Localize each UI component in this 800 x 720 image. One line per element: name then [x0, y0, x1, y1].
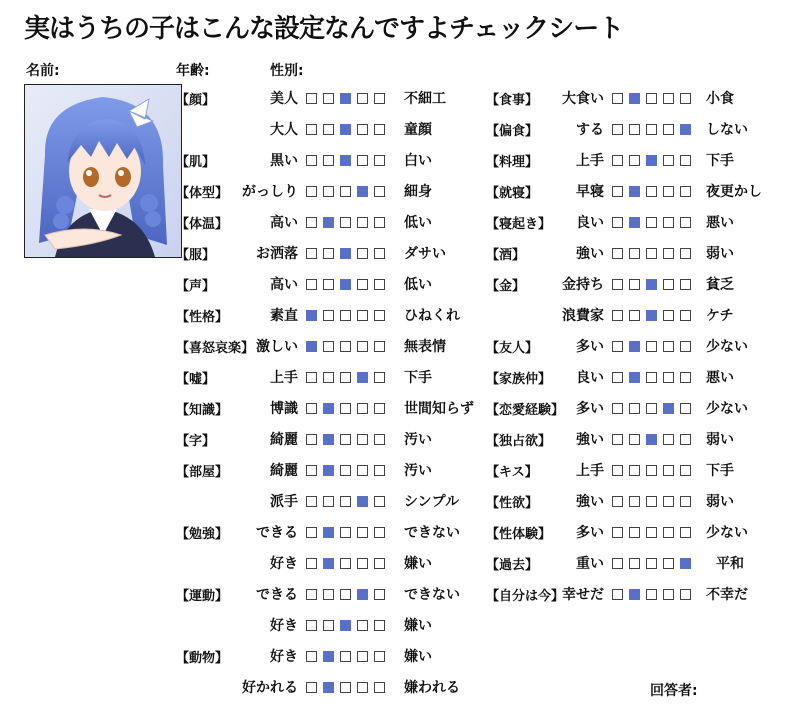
rating-checkbox-2[interactable]	[323, 651, 334, 662]
rating-checkbox-4[interactable]	[357, 279, 368, 290]
scale-right-label: 汚い	[404, 432, 432, 448]
rating-checkbox-5[interactable]	[680, 434, 691, 445]
rating-checkbox-1[interactable]	[306, 403, 317, 414]
scale-right-label: 不幸だ	[706, 587, 748, 603]
rating-checkbox-1[interactable]	[612, 93, 623, 104]
scale-right-label: シンプル	[404, 494, 460, 510]
rating-checkbox-1[interactable]	[612, 155, 623, 166]
category-label: 【就寝】	[486, 186, 539, 201]
scale-right-label: 夜更かし	[706, 184, 762, 200]
rating-checkbox-2[interactable]	[323, 527, 334, 538]
scale-left-label: 博識	[270, 401, 298, 417]
rating-checkbox-3[interactable]	[340, 155, 351, 166]
rating-checkbox-1[interactable]	[612, 527, 623, 538]
rating-checkbox-3[interactable]	[646, 403, 657, 414]
rating-checkbox-4[interactable]	[357, 527, 368, 538]
age-label: 年齢:	[176, 63, 210, 79]
rating-checkbox-3[interactable]	[340, 465, 351, 476]
scale-right-label: 不細工	[404, 91, 446, 107]
scale-left-label: 上手	[576, 463, 604, 479]
rating-checkbox-2[interactable]	[323, 434, 334, 445]
scale-left-label: 多い	[576, 401, 604, 417]
rating-checkbox-3[interactable]	[646, 372, 657, 383]
scale-left-label: 好き	[270, 618, 298, 634]
rating-checkbox-4[interactable]	[357, 651, 368, 662]
rating-checkbox-5[interactable]	[680, 310, 691, 321]
scale-right-label: 低い	[404, 277, 432, 293]
rating-checkbox-3[interactable]	[646, 465, 657, 476]
rating-checkbox-3[interactable]	[340, 310, 351, 321]
category-label: 【体温】	[176, 217, 229, 232]
rating-checkbox-2[interactable]	[323, 620, 334, 631]
category-label: 【自分は今】	[486, 589, 565, 604]
rating-checkbox-1[interactable]	[612, 403, 623, 414]
rating-checkbox-1[interactable]	[306, 589, 317, 600]
rating-checkbox-1[interactable]	[306, 527, 317, 538]
category-label: 【家族仲】	[486, 372, 552, 387]
rating-checkbox-3[interactable]	[340, 403, 351, 414]
scale-right-label: 下手	[404, 370, 432, 386]
category-label: 【顔】	[176, 93, 216, 108]
category-label: 【独占欲】	[486, 434, 552, 449]
scale-right-label: 嫌われる	[404, 680, 460, 696]
rating-checkbox-5[interactable]	[374, 620, 385, 631]
rating-checkbox-4[interactable]	[663, 496, 674, 507]
scale-left-label: 高い	[270, 215, 298, 231]
scale-left-label: 浪費家	[562, 308, 604, 324]
category-label: 【食事】	[486, 93, 539, 108]
rating-checkbox-1[interactable]	[306, 93, 317, 104]
rating-checkbox-1[interactable]	[612, 496, 623, 507]
rating-checkbox-5[interactable]	[374, 434, 385, 445]
rating-checkbox-5[interactable]	[374, 279, 385, 290]
rating-checkbox-5[interactable]	[680, 403, 691, 414]
name-label: 名前:	[26, 63, 60, 79]
rating-checkbox-5[interactable]	[374, 589, 385, 600]
rating-checkbox-1[interactable]	[306, 682, 317, 693]
rating-checkbox-5[interactable]	[374, 651, 385, 662]
scale-left-label: がっしり	[242, 184, 298, 200]
rating-checkbox-5[interactable]	[680, 465, 691, 476]
scale-right-label: 弱い	[706, 432, 734, 448]
scale-right-label: 少ない	[706, 401, 748, 417]
rating-checkbox-5[interactable]	[680, 186, 691, 197]
rating-checkbox-2[interactable]	[629, 434, 640, 445]
rating-checkbox-3[interactable]	[340, 620, 351, 631]
rating-checkbox-4[interactable]	[663, 465, 674, 476]
rating-checkbox-2[interactable]	[323, 496, 334, 507]
rating-checkbox-2[interactable]	[323, 682, 334, 693]
rating-checkbox-4[interactable]	[663, 124, 674, 135]
rating-checkbox-4[interactable]	[357, 465, 368, 476]
rating-checkbox-4[interactable]	[357, 217, 368, 228]
category-label: 【性欲】	[486, 496, 539, 511]
category-label: 【体型】	[176, 186, 229, 201]
scale-left-label: する	[576, 122, 604, 138]
rating-checkbox-4[interactable]	[357, 248, 368, 259]
scale-right-label: 平和	[716, 556, 744, 572]
rating-checkbox-2[interactable]	[323, 341, 334, 352]
scale-right-label: できない	[404, 525, 460, 541]
scale-right-label: 嫌い	[404, 618, 432, 634]
rating-checkbox-1[interactable]	[306, 310, 317, 321]
category-label: 【運動】	[176, 589, 229, 604]
rating-checkbox-2[interactable]	[629, 589, 640, 600]
rating-checkbox-2[interactable]	[629, 527, 640, 538]
category-label: 【友人】	[486, 341, 539, 356]
rating-checkbox-1[interactable]	[612, 124, 623, 135]
rating-checkbox-1[interactable]	[306, 248, 317, 259]
rating-checkbox-5[interactable]	[374, 310, 385, 321]
rating-checkbox-3[interactable]	[646, 434, 657, 445]
rating-checkbox-4[interactable]	[663, 434, 674, 445]
rating-checkbox-4[interactable]	[663, 186, 674, 197]
rating-checkbox-4[interactable]	[663, 248, 674, 259]
rating-checkbox-3[interactable]	[340, 496, 351, 507]
rating-checkbox-3[interactable]	[646, 248, 657, 259]
character-portrait	[24, 84, 182, 258]
scale-left-label: 金持ち	[562, 277, 604, 293]
scale-left-label: 強い	[576, 494, 604, 510]
rating-checkbox-3[interactable]	[646, 589, 657, 600]
rating-checkbox-5[interactable]	[680, 341, 691, 352]
rating-checkbox-3[interactable]	[646, 217, 657, 228]
scale-left-label: 黒い	[270, 153, 298, 169]
category-label: 【金】	[486, 279, 526, 294]
category-label: 【嘘】	[176, 372, 216, 387]
rating-checkbox-5[interactable]	[374, 558, 385, 569]
rating-checkbox-4[interactable]	[663, 279, 674, 290]
rating-checkbox-4[interactable]	[663, 93, 674, 104]
rating-checkbox-4[interactable]	[357, 496, 368, 507]
rating-checkbox-2[interactable]	[323, 155, 334, 166]
rating-checkbox-2[interactable]	[323, 403, 334, 414]
scale-left-label: 上手	[270, 370, 298, 386]
rating-checkbox-3[interactable]	[340, 248, 351, 259]
rating-checkbox-5[interactable]	[374, 496, 385, 507]
rating-checkbox-1[interactable]	[306, 620, 317, 631]
rating-checkbox-2[interactable]	[629, 465, 640, 476]
rating-checkbox-5[interactable]	[680, 279, 691, 290]
scale-left-label: 多い	[576, 339, 604, 355]
scale-right-label: 悪い	[706, 215, 734, 231]
rating-checkbox-5[interactable]	[374, 341, 385, 352]
rating-checkbox-2[interactable]	[629, 186, 640, 197]
scale-right-label: 無表情	[404, 339, 446, 355]
rating-checkbox-2[interactable]	[323, 217, 334, 228]
portrait-illustration	[25, 85, 181, 257]
rating-checkbox-2[interactable]	[323, 279, 334, 290]
rating-checkbox-1[interactable]	[306, 434, 317, 445]
rating-checkbox-5[interactable]	[374, 465, 385, 476]
rating-checkbox-2[interactable]	[629, 124, 640, 135]
scale-left-label: 美人	[270, 91, 298, 107]
rating-checkbox-3[interactable]	[340, 682, 351, 693]
rating-checkbox-1[interactable]	[612, 310, 623, 321]
scale-right-label: 世間知らず	[404, 401, 474, 417]
category-label: 【性体験】	[486, 527, 552, 542]
rating-checkbox-5[interactable]	[374, 155, 385, 166]
scale-right-label: 低い	[404, 215, 432, 231]
rating-checkbox-2[interactable]	[629, 372, 640, 383]
scale-right-label: 細身	[404, 184, 432, 200]
rating-checkbox-3[interactable]	[646, 310, 657, 321]
rating-checkbox-1[interactable]	[306, 341, 317, 352]
scale-right-label: 嫌い	[404, 649, 432, 665]
category-label: 【動物】	[176, 651, 229, 666]
rating-checkbox-5[interactable]	[680, 124, 691, 135]
category-label: 【恋愛経験】	[486, 403, 565, 418]
category-label: 【喜怒哀楽】	[176, 341, 255, 356]
scale-left-label: 良い	[576, 215, 604, 231]
rating-checkbox-2[interactable]	[629, 496, 640, 507]
scale-left-label: 派手	[270, 494, 298, 510]
rating-checkbox-2[interactable]	[629, 217, 640, 228]
rating-checkbox-3[interactable]	[646, 124, 657, 135]
rating-checkbox-1[interactable]	[612, 186, 623, 197]
scale-left-label: 好き	[270, 649, 298, 665]
rating-checkbox-5[interactable]	[374, 372, 385, 383]
rating-checkbox-1[interactable]	[306, 465, 317, 476]
scale-right-label: 童顔	[404, 122, 432, 138]
category-label: 【知識】	[176, 403, 229, 418]
rating-checkbox-5[interactable]	[374, 403, 385, 414]
rating-checkbox-3[interactable]	[340, 217, 351, 228]
scale-left-label: 大人	[270, 122, 298, 138]
rating-checkbox-3[interactable]	[340, 341, 351, 352]
scale-left-label: 重い	[576, 556, 604, 572]
category-label: 【服】	[176, 248, 216, 263]
rating-checkbox-5[interactable]	[680, 372, 691, 383]
rating-checkbox-2[interactable]	[629, 310, 640, 321]
rating-checkbox-3[interactable]	[646, 527, 657, 538]
scale-right-label: できない	[404, 587, 460, 603]
category-label: 【部屋】	[176, 465, 229, 480]
scale-right-label: 嫌い	[404, 556, 432, 572]
rating-checkbox-3[interactable]	[340, 372, 351, 383]
scale-left-label: 早寝	[576, 184, 604, 200]
scale-left-label: 大食い	[562, 91, 604, 107]
scale-left-label: 好かれる	[242, 680, 298, 696]
rating-checkbox-5[interactable]	[374, 93, 385, 104]
rating-checkbox-4[interactable]	[663, 155, 674, 166]
rating-checkbox-2[interactable]	[629, 93, 640, 104]
rating-checkbox-1[interactable]	[612, 341, 623, 352]
rating-checkbox-4[interactable]	[357, 310, 368, 321]
rating-checkbox-1[interactable]	[612, 248, 623, 259]
rating-checkbox-5[interactable]	[374, 248, 385, 259]
rating-checkbox-3[interactable]	[646, 558, 657, 569]
answerer-label: 回答者:	[650, 683, 698, 699]
scale-left-label: 綺麗	[270, 463, 298, 479]
rating-checkbox-4[interactable]	[357, 155, 368, 166]
rating-checkbox-1[interactable]	[612, 465, 623, 476]
scale-left-label: 素直	[270, 308, 298, 324]
scale-left-label: 激しい	[256, 339, 298, 355]
gender-label: 性別:	[270, 63, 304, 79]
scale-right-label: ダサい	[404, 246, 446, 262]
scale-left-label: 良い	[576, 370, 604, 386]
category-label: 【声】	[176, 279, 216, 294]
scale-right-label: 下手	[706, 153, 734, 169]
rating-checkbox-2[interactable]	[629, 155, 640, 166]
rating-checkbox-4[interactable]	[663, 310, 674, 321]
rating-checkbox-1[interactable]	[612, 372, 623, 383]
rating-checkbox-1[interactable]	[612, 434, 623, 445]
rating-checkbox-3[interactable]	[340, 589, 351, 600]
rating-checkbox-3[interactable]	[646, 279, 657, 290]
rating-checkbox-3[interactable]	[646, 93, 657, 104]
rating-checkbox-1[interactable]	[612, 589, 623, 600]
rating-checkbox-3[interactable]	[340, 93, 351, 104]
rating-checkbox-5[interactable]	[374, 682, 385, 693]
rating-checkbox-2[interactable]	[629, 558, 640, 569]
sheet-title: 実はうちの子はこんな設定なんですよチェックシート	[24, 14, 624, 44]
rating-checkbox-1[interactable]	[306, 279, 317, 290]
scale-right-label: 小食	[706, 91, 734, 107]
rating-checkbox-4[interactable]	[357, 93, 368, 104]
rating-checkbox-5[interactable]	[374, 527, 385, 538]
rating-checkbox-3[interactable]	[646, 496, 657, 507]
scale-left-label: できる	[256, 587, 298, 603]
rating-checkbox-3[interactable]	[646, 186, 657, 197]
category-label: 【過去】	[486, 558, 539, 573]
scale-left-label: 多い	[576, 525, 604, 541]
rating-checkbox-3[interactable]	[646, 341, 657, 352]
scale-right-label: 弱い	[706, 494, 734, 510]
rating-checkbox-5[interactable]	[680, 589, 691, 600]
rating-checkbox-3[interactable]	[340, 124, 351, 135]
rating-checkbox-4[interactable]	[357, 434, 368, 445]
rating-checkbox-3[interactable]	[646, 155, 657, 166]
rating-checkbox-4[interactable]	[663, 217, 674, 228]
category-label: 【肌】	[176, 155, 216, 170]
rating-checkbox-4[interactable]	[357, 558, 368, 569]
scale-left-label: お洒落	[256, 246, 298, 262]
scale-right-label: ひねくれ	[404, 308, 460, 324]
rating-checkbox-5[interactable]	[680, 496, 691, 507]
category-label: 【料理】	[486, 155, 539, 170]
rating-checkbox-3[interactable]	[340, 651, 351, 662]
rating-checkbox-1[interactable]	[306, 186, 317, 197]
rating-checkbox-4[interactable]	[357, 372, 368, 383]
rating-checkbox-4[interactable]	[357, 682, 368, 693]
rating-checkbox-5[interactable]	[374, 217, 385, 228]
rating-checkbox-3[interactable]	[340, 434, 351, 445]
rating-checkbox-4[interactable]	[663, 589, 674, 600]
rating-checkbox-5[interactable]	[680, 93, 691, 104]
rating-checkbox-5[interactable]	[680, 527, 691, 538]
scale-right-label: ケチ	[706, 308, 734, 324]
rating-checkbox-3[interactable]	[340, 558, 351, 569]
rating-checkbox-2[interactable]	[629, 279, 640, 290]
rating-checkbox-1[interactable]	[612, 279, 623, 290]
category-label: 【偏食】	[486, 124, 539, 139]
rating-checkbox-5[interactable]	[680, 558, 691, 569]
scale-right-label: 白い	[404, 153, 432, 169]
rating-checkbox-5[interactable]	[680, 217, 691, 228]
rating-checkbox-3[interactable]	[340, 527, 351, 538]
rating-checkbox-2[interactable]	[629, 403, 640, 414]
scale-left-label: 上手	[576, 153, 604, 169]
rating-checkbox-4[interactable]	[357, 589, 368, 600]
rating-checkbox-2[interactable]	[323, 558, 334, 569]
rating-checkbox-1[interactable]	[306, 155, 317, 166]
scale-left-label: 高い	[270, 277, 298, 293]
rating-checkbox-4[interactable]	[663, 403, 674, 414]
rating-checkbox-4[interactable]	[663, 341, 674, 352]
scale-right-label: 下手	[706, 463, 734, 479]
rating-checkbox-3[interactable]	[340, 279, 351, 290]
scale-left-label: 綺麗	[270, 432, 298, 448]
scale-right-label: 少ない	[706, 525, 748, 541]
rating-checkbox-2[interactable]	[323, 589, 334, 600]
category-label: 【キス】	[486, 465, 538, 480]
rating-checkbox-2[interactable]	[629, 248, 640, 259]
scale-right-label: 悪い	[706, 370, 734, 386]
scale-left-label: 好き	[270, 556, 298, 572]
rating-checkbox-1[interactable]	[612, 217, 623, 228]
rating-checkbox-2[interactable]	[323, 372, 334, 383]
rating-checkbox-4[interactable]	[357, 620, 368, 631]
rating-checkbox-2[interactable]	[629, 341, 640, 352]
rating-checkbox-2[interactable]	[323, 124, 334, 135]
rating-checkbox-2[interactable]	[323, 465, 334, 476]
scale-left-label: 強い	[576, 246, 604, 262]
rating-checkbox-1[interactable]	[306, 558, 317, 569]
rating-checkbox-2[interactable]	[323, 93, 334, 104]
rating-checkbox-2[interactable]	[323, 248, 334, 259]
category-label: 【勉強】	[176, 527, 229, 542]
rating-checkbox-5[interactable]	[374, 124, 385, 135]
rating-checkbox-4[interactable]	[663, 372, 674, 383]
rating-checkbox-2[interactable]	[323, 186, 334, 197]
rating-checkbox-1[interactable]	[306, 496, 317, 507]
rating-checkbox-4[interactable]	[357, 403, 368, 414]
rating-checkbox-1[interactable]	[306, 372, 317, 383]
rating-checkbox-4[interactable]	[357, 124, 368, 135]
rating-checkbox-3[interactable]	[340, 186, 351, 197]
rating-checkbox-4[interactable]	[357, 341, 368, 352]
rating-checkbox-4[interactable]	[663, 558, 674, 569]
scale-left-label: できる	[256, 525, 298, 541]
rating-checkbox-5[interactable]	[680, 155, 691, 166]
rating-checkbox-1[interactable]	[612, 558, 623, 569]
category-label: 【字】	[176, 434, 216, 449]
scale-right-label: 汚い	[404, 463, 432, 479]
scale-left-label: 強い	[576, 432, 604, 448]
scale-right-label: しない	[706, 122, 748, 138]
category-label: 【寝起き】	[486, 217, 552, 232]
rating-checkbox-2[interactable]	[323, 310, 334, 321]
rating-checkbox-5[interactable]	[374, 186, 385, 197]
scale-left-label: 幸せだ	[562, 587, 604, 603]
scale-right-label: 貧乏	[706, 277, 734, 293]
scale-right-label: 弱い	[706, 246, 734, 262]
rating-checkbox-4[interactable]	[663, 527, 674, 538]
rating-checkbox-4[interactable]	[357, 186, 368, 197]
rating-checkbox-1[interactable]	[306, 217, 317, 228]
rating-checkbox-5[interactable]	[680, 248, 691, 259]
rating-checkbox-1[interactable]	[306, 124, 317, 135]
category-label: 【酒】	[486, 248, 526, 263]
category-label: 【性格】	[176, 310, 229, 325]
scale-right-label: 少ない	[706, 339, 748, 355]
rating-checkbox-1[interactable]	[306, 651, 317, 662]
